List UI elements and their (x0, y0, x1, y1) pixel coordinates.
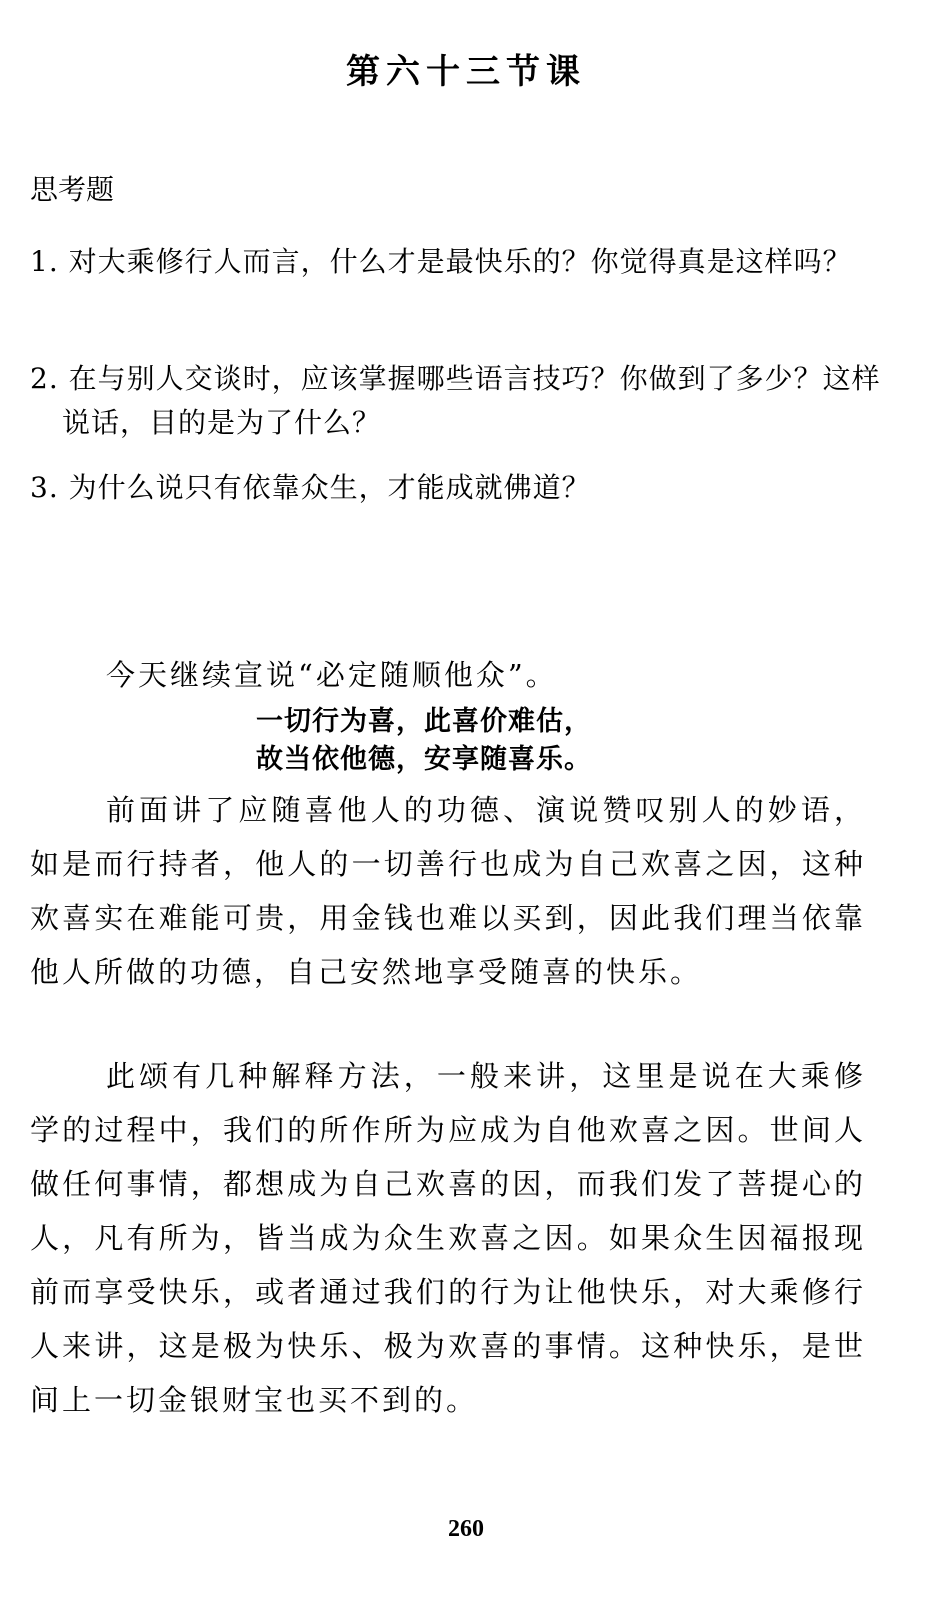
question-item: 1. 对大乘修行人而言，什么才是最快乐的？你觉得真是这样吗？ (30, 245, 852, 278)
verse-line: 故当依他德，安享随喜乐。 (256, 744, 592, 775)
question-item: 2. 在与别人交谈时，应该掌握哪些语言技巧？你做到了多少？这样说话，目的是为了什么？ (30, 362, 881, 439)
lecture-intro: 今天继续宣说“必定随顺他众”。 (106, 658, 558, 692)
verse-line: 一切行为喜，此喜价难估， (256, 706, 592, 737)
questions-heading: 思考题 (30, 173, 115, 206)
page-number: 260 (448, 1516, 484, 1542)
question-item: 3. 为什么说只有依靠众生，才能成就佛道？ (30, 471, 591, 504)
lecture-paragraph: 此颂有几种解释方法，一般来讲，这里是说在大乘修学的过程中，我们的所作所为应成为自他欢喜之因。世间人做任何事情，都想成为自己欢喜的因，而我们发了菩提心的人，凡有所为，皆当成为众生欢喜之因。如果众生因福报现前而享受快乐，或者通过我们的行为让他快乐，对大乘修行人来讲，这是极为快乐、极为欢喜的事情。这种快乐，是世间上一切金银财宝也买不到的。 (30, 1059, 866, 1417)
chapter-title: 第六十三节课 (346, 52, 586, 92)
lecture-paragraph: 前面讲了应随喜他人的功德、演说赞叹别人的妙语，如是而行持者，他人的一切善行也成为自己欢喜之因，这种欢喜实在难能可贵，用金钱也难以买到，因此我们理当依靠他人所做的功德，自己安然地享受随喜的快乐。 (30, 793, 866, 989)
